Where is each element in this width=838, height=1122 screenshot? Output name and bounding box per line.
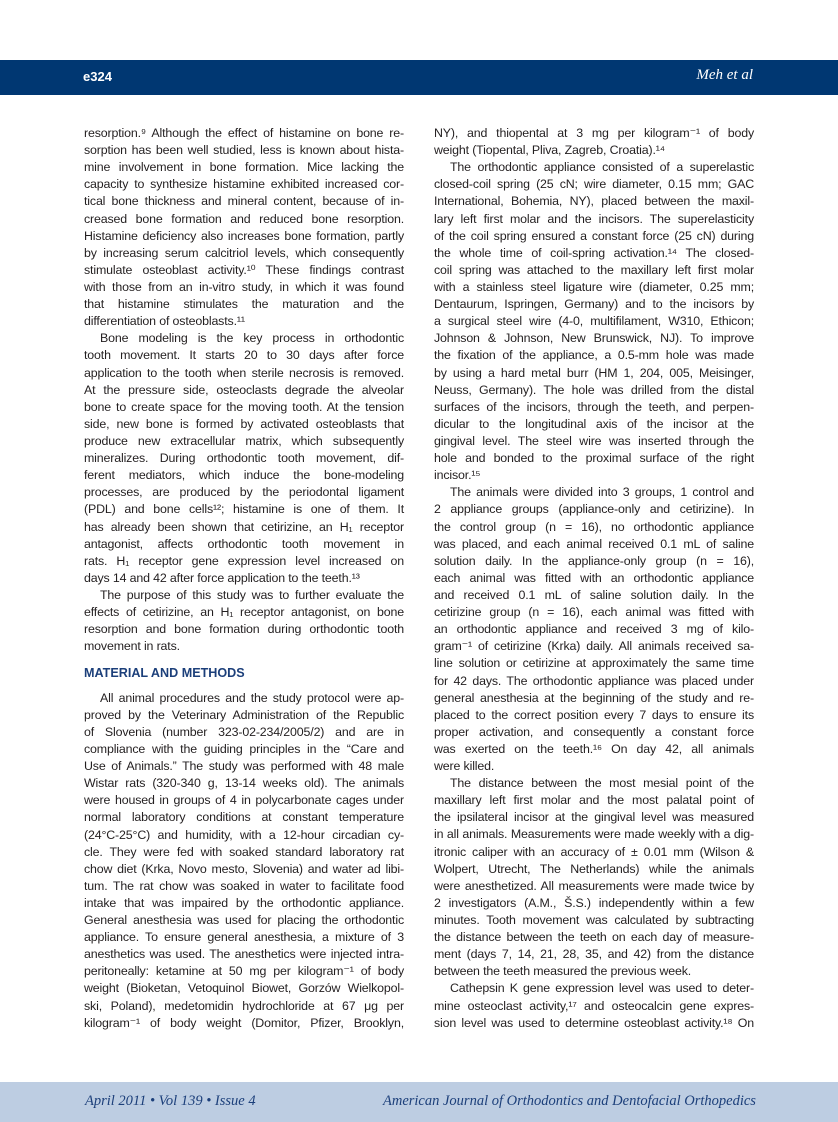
- text-line: ski, Poland), medetomidin hydrochloride at 67 μg per: [84, 998, 404, 1013]
- text-line: rats. H₁ receptor gene expression level increased on: [84, 553, 404, 568]
- text-line: surfaces of the incisors, through the teeth, and perpen-: [434, 399, 754, 414]
- text-line: General anesthesia was used for placing the orthodontic: [84, 913, 404, 928]
- paragraph: [434, 775, 754, 980]
- text-line: an orthodontic appliance and received 3 mg of kilo-: [434, 622, 754, 637]
- paragraph: [434, 980, 754, 1031]
- text-line: effects of cetirizine, an H₁ receptor antagonist, on bone: [84, 605, 404, 620]
- text-line: general anesthesia at the beginning of the study and re-: [434, 690, 754, 705]
- text-line: compliance with the guiding principles in the “Care and: [84, 741, 404, 756]
- text-line: were housed in groups of 4 in polycarbonate cages under: [84, 793, 404, 808]
- text-line: cle. They were fed with soaked standard laboratory rat: [84, 844, 404, 859]
- text-line: line solution or cetirizine at approximately the same time: [434, 656, 754, 671]
- text-line: itronic caliper with an accuracy of ± 0.01 mm (Wilson &: [434, 844, 754, 859]
- paragraph: [84, 125, 404, 330]
- text-line: were killed.: [434, 759, 495, 774]
- text-line: ferent mediators, which induce the bone-modeling: [84, 468, 404, 483]
- paragraph: [434, 125, 754, 159]
- text-line: proved by the Veterinary Administration of the Republic: [84, 707, 404, 722]
- text-line: the ipsilateral incisor at the gingival level was measured: [434, 810, 754, 825]
- text-line: the fixation of the appliance, a 0.5-mm hole was made: [434, 348, 754, 363]
- text-line: The distance between the most mesial point of the: [450, 776, 754, 791]
- right-column: [434, 125, 754, 1032]
- text-line: hole and bonded to the proximal surface of the right: [434, 451, 754, 466]
- text-line: solution daily. In the appliance-only group (n = 16),: [434, 553, 754, 568]
- running-header: [0, 60, 838, 95]
- text-line: All animal procedures and the study protocol were ap-: [100, 690, 404, 705]
- text-line: gingival level. The steel wire was inserted through the: [434, 433, 754, 448]
- text-line: kilogram⁻¹ of body weight (Domitor, Pfizer, Brooklyn,: [84, 1015, 404, 1030]
- text-line: a surgical steel wire (4-0, multifilament, W310, Ethicon;: [434, 314, 754, 329]
- left-column: [84, 125, 404, 1032]
- text-line: incisor.¹⁵: [434, 468, 481, 483]
- text-line: that histamine stimulates the maturation and the: [84, 297, 404, 312]
- text-line: At the pressure side, osteoclasts degrade the alveolar: [84, 382, 404, 397]
- paragraph: [434, 159, 754, 484]
- text-line: 2 appliance groups (appliance-only and cetirizine). In: [434, 502, 754, 517]
- text-line: of the coil spring ensured a constant force (25 cN) during: [434, 228, 754, 243]
- text-line: weight (Bioketan, Vetoquinol Biowet, Gorzów Wielkopol-: [84, 981, 404, 996]
- text-line: Neuss, Germany). The hole was drilled from the distal: [434, 382, 754, 397]
- text-line: Histamine deficiency also increases bone formation, partly: [84, 228, 404, 243]
- text-line: was placed, and each animal received 0.1 mL of saline: [434, 536, 754, 551]
- paragraph: [84, 690, 404, 1032]
- text-line: by increasing serum calcitriol levels, which consequently: [84, 245, 404, 260]
- text-line: The animals were divided into 3 groups, 1 control and: [450, 485, 754, 500]
- text-line: weight (Tiopental, Pliva, Zagreb, Croatia).¹⁴: [434, 143, 665, 158]
- text-line: chow diet (Krka, Novo mesto, Slovenia) and water ad libi-: [84, 861, 404, 876]
- text-line: resorption.⁹ Although the effect of histamine on bone re-: [84, 126, 404, 140]
- text-line: each animal was fitted with an orthodontic appliance: [434, 570, 754, 585]
- text-line: gram⁻¹ of cetirizine (Krka) daily. All animals received sa-: [434, 639, 754, 654]
- text-line: differentiation of osteoblasts.¹¹: [84, 314, 245, 329]
- text-line: minutes. Tooth movement was calculated by subtracting: [434, 913, 754, 928]
- text-line: Cathepsin K gene expression level was used to deter-: [450, 981, 754, 996]
- text-line: 2 investigators (A.M., Š.S.) independently within a few: [434, 895, 754, 910]
- text-line: processes, are produced by the periodontal ligament: [84, 485, 404, 500]
- paragraph: [84, 330, 404, 587]
- text-line: movement in rats.: [84, 639, 180, 654]
- text-line: The orthodontic appliance consisted of a superelastic: [450, 160, 754, 175]
- text-line: in all animals. Measurements were made weekly with a dig-: [434, 827, 754, 842]
- text-line: tical bone thickness and mineral content, because of in-: [84, 194, 404, 209]
- text-line: creased bone formation and reduced bone resorption.: [84, 211, 404, 226]
- running-title: Meh et al: [696, 67, 753, 83]
- text-line: has already been shown that cetirizine, an H₁ receptor: [84, 519, 404, 534]
- text-line: sorption has been well studied, less is known about hista-: [84, 143, 404, 158]
- text-line: Wistar rats (320-340 g, 13-14 weeks old). The animals: [84, 776, 404, 791]
- text-line: sion level was used to determine osteoblast activity.¹⁸ On: [434, 1015, 754, 1030]
- paragraph: [84, 587, 404, 655]
- section-heading: MATERIAL AND METHODS: [84, 666, 245, 681]
- text-line: Use of Animals.” The study was performed with 48 male: [84, 759, 404, 774]
- text-line: side, new bone is formed by activated osteoblasts that: [84, 416, 404, 431]
- text-line: dicular to the longitudinal axis of the incisor at the: [434, 416, 754, 431]
- text-line: for 42 days. The orthodontic appliance was placed under: [434, 673, 754, 688]
- text-line: coil spring was attached to the maxillary left first molar: [434, 262, 754, 277]
- text-line: The purpose of this study was to further evaluate the: [100, 587, 404, 602]
- text-line: application to the tooth when sterile necrosis is removed.: [84, 365, 404, 380]
- text-line: lary left first molar and the incisors. The superelasticity: [434, 211, 754, 226]
- journal-name: American Journal of Orthodontics and Dentofacial Orthopedics: [383, 1093, 756, 1109]
- text-line: produce new extracellular matrix, which subsequently: [84, 433, 404, 448]
- text-line: appliance. To ensure general anesthesia, a mixture of 3: [84, 930, 404, 945]
- text-line: days 14 and 42 after force application to the teeth.¹³: [84, 570, 360, 585]
- text-line: maxillary left first molar and the most palatal point of: [434, 793, 754, 808]
- text-line: and received 0.1 mL of saline solution daily. In the: [434, 587, 754, 602]
- text-line: closed-coil spring (25 cN; wire diameter, 0.15 mm; GAC: [434, 177, 754, 192]
- paragraph: [434, 484, 754, 775]
- issue-info: April 2011 • Vol 139 • Issue 4: [85, 1093, 256, 1109]
- text-line: Dentaurum, Ispringen, Germany) and to the incisors by: [434, 297, 754, 312]
- running-footer: [0, 1082, 838, 1122]
- text-line: were anesthetized. All measurements were made twice by: [434, 878, 754, 893]
- text-line: the control group (n = 16), no orthodontic appliance: [434, 519, 754, 534]
- text-line: anesthetics was used. The anesthetics were injected intra-: [84, 947, 404, 962]
- text-line: cetirizine group (n = 16), each animal was fitted with: [434, 605, 754, 620]
- text-line: with a stainless steel ligature wire (diameter, 0.25 mm;: [434, 279, 754, 294]
- text-line: intake that was impaired by the orthodontic appliance.: [84, 895, 404, 910]
- text-line: (24°C-25°C) and humidity, with a 12-hour circadian cy-: [84, 827, 404, 842]
- text-line: International, Bohemia, NY), placed between the maxil-: [434, 194, 754, 209]
- text-line: with those from an in-vitro study, in which it was found: [84, 279, 404, 294]
- text-line: capacity to synthesize histamine exhibited increased cor-: [84, 177, 404, 192]
- text-line: tum. The rat chow was soaked in water to facilitate food: [84, 878, 404, 893]
- text-line: placed to the correct position every 7 days to ensure its: [434, 707, 754, 722]
- text-line: Johnson & Johnson, New Brunswick, NJ). To improve: [434, 331, 754, 346]
- text-line: Wolpert, Utrecht, The Netherlands) while the animals: [434, 861, 754, 876]
- text-line: mine involvement in bone formation. Mice lacking the: [84, 160, 404, 175]
- text-line: by using a hard metal burr (HM 1, 204, 005, Meisinger,: [434, 365, 754, 380]
- text-line: mine osteoclast activity,¹⁷ and osteocalcin gene expres-: [434, 998, 754, 1013]
- text-line: stimulate osteoblast activity.¹⁰ These findings contrast: [84, 262, 404, 277]
- text-line: NY), and thiopental at 3 mg per kilogram⁻¹ of body: [434, 126, 754, 140]
- text-line: peritoneally: ketamine at 50 mg per kilogram⁻¹ of body: [84, 964, 404, 979]
- text-line: normal laboratory conditions at constant temperature: [84, 810, 404, 825]
- text-line: ment (days 7, 14, 21, 28, 35, and 42) from the distance: [434, 947, 754, 962]
- text-line: the distance between the teeth on each day of measure-: [434, 930, 754, 945]
- text-line: Bone modeling is the key process in orthodontic: [100, 331, 404, 346]
- text-line: mineralizes. During orthodontic tooth movement, dif-: [84, 451, 404, 466]
- text-line: between the teeth measured the previous week.: [434, 964, 692, 979]
- text-line: bone to create space for the moving tooth. At the tension: [84, 399, 404, 414]
- text-line: the whole time of coil-spring activation.¹⁴ The closed-: [434, 245, 754, 260]
- text-line: antagonist, affects orthodontic tooth movement in: [84, 536, 404, 551]
- text-line: was exerted on the teeth.¹⁶ On day 42, all animals: [434, 741, 754, 756]
- text-line: tooth movement. It starts 20 to 30 days after force: [84, 348, 404, 363]
- text-line: proper activation, and consequently a constant force: [434, 724, 754, 739]
- text-line: (PDL) and bone cells¹²; histamine is one of them. It: [84, 502, 404, 517]
- page-number: e324: [83, 69, 112, 84]
- text-line: resorption and bone formation during orthodontic tooth: [84, 622, 404, 637]
- text-line: of Slovenia (number 323-02-234/2005/2) and are in: [84, 724, 404, 739]
